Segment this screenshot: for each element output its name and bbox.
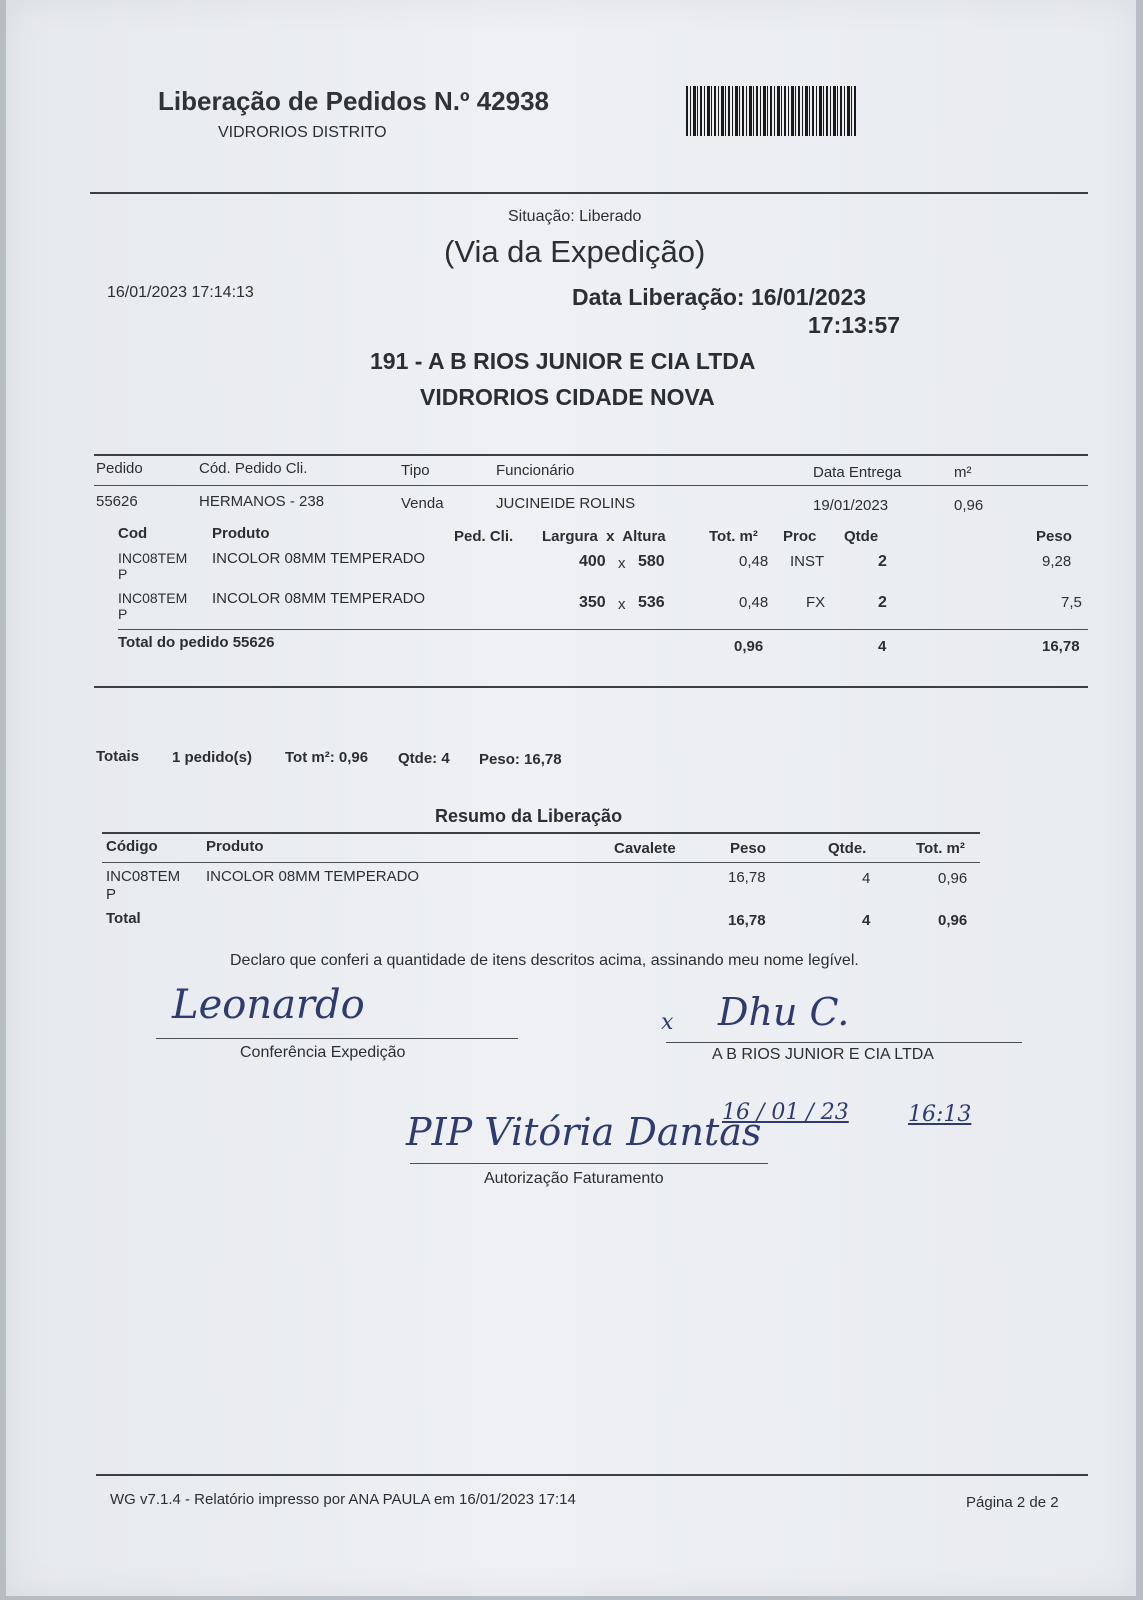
client-mark: x [661, 1010, 674, 1035]
order-cod-cli: HERMANOS - 238 [199, 493, 325, 510]
header-cod-pedido-cli: Cód. Pedido Cli. [199, 460, 308, 477]
barcode [686, 86, 858, 136]
item-cod-cont: P [118, 566, 128, 582]
company-name: VIDRORIOS DISTRITO [218, 124, 387, 141]
order-tipo: Venda [401, 495, 444, 512]
item-x: x [618, 596, 626, 613]
header-pedido: Pedido [96, 460, 143, 477]
summary-total-m2: 0,96 [938, 912, 968, 929]
summary-header-tot-m2: Tot. m² [916, 840, 965, 857]
conferencia-signature: Leonardo [172, 982, 365, 1028]
footer-divider [96, 1474, 1088, 1476]
divider [118, 629, 1088, 630]
summary-header-qtde: Qtde. [828, 840, 867, 857]
divider [102, 832, 980, 834]
summary-tot-m2: 0,96 [938, 870, 968, 887]
item-x: x [618, 555, 626, 572]
handwritten-date: 16 / 01 / 23 [722, 1100, 849, 1125]
summary-qtde: 4 [862, 870, 871, 887]
totals-pedidos: 1 pedido(s) [172, 749, 253, 766]
conferencia-label: Conferência Expedição [240, 1044, 406, 1061]
item-peso: 7,5 [1061, 594, 1082, 611]
header-ped-cli: Ped. Cli. [454, 528, 514, 545]
item-cod: INC08TEM [118, 550, 188, 566]
order-data-entrega: 19/01/2023 [813, 497, 889, 514]
order-total-qtde: 4 [878, 638, 887, 655]
summary-title: Resumo da Liberação [435, 806, 623, 826]
item-largura: 400 [579, 553, 606, 570]
summary-cod: INC08TEM [106, 868, 181, 885]
summary-total-peso: 16,78 [728, 912, 766, 929]
release-time: 17:13:57 [808, 312, 901, 338]
item-largura: 350 [579, 594, 606, 611]
divider [90, 192, 1088, 194]
summary-header-cavalete: Cavalete [614, 840, 676, 857]
printed-timestamp: 16/01/2023 17:14:13 [107, 284, 254, 301]
release-date: Data Liberação: 16/01/2023 [572, 284, 867, 310]
item-cod: INC08TEM [118, 590, 188, 606]
client-name: 191 - A B RIOS JUNIOR E CIA LTDA [370, 348, 756, 374]
summary-peso: 16,78 [728, 869, 766, 886]
divider [94, 485, 1088, 486]
order-funcionario: JUCINEIDE ROLINS [496, 495, 636, 512]
autorizacao-signature: PIP Vitória Dantas [406, 1110, 762, 1154]
summary-produto: INCOLOR 08MM TEMPERADO [206, 868, 420, 885]
header-m2: m² [954, 464, 972, 481]
item-qtde: 2 [878, 594, 887, 611]
header-proc: Proc [783, 528, 817, 545]
order-total-label: Total do pedido 55626 [118, 634, 275, 651]
item-produto: INCOLOR 08MM TEMPERADO [212, 590, 426, 607]
declaration-text: Declaro que conferi a quantidade de itens descritos acima, assinando meu nome legível. [230, 952, 859, 969]
divider [94, 454, 1088, 456]
header-data-entrega: Data Entrega [813, 464, 902, 481]
order-total-m2: 0,96 [734, 638, 764, 655]
item-cod-cont: P [118, 606, 128, 622]
item-proc: INST [790, 553, 825, 570]
summary-total-label: Total [106, 910, 141, 927]
header-tot-m2: Tot. m² [709, 528, 758, 545]
document-page [6, 0, 1136, 1596]
item-tot-m2: 0,48 [739, 594, 769, 611]
item-produto: INCOLOR 08MM TEMPERADO [212, 550, 426, 567]
handwritten-time: 16:13 [908, 1102, 972, 1127]
autorizacao-label: Autorização Faturamento [484, 1170, 664, 1187]
item-qtde: 2 [878, 553, 887, 570]
item-peso: 9,28 [1042, 553, 1072, 570]
header-peso: Peso [1036, 528, 1072, 545]
divider [102, 862, 980, 863]
signature-line [410, 1163, 768, 1164]
summary-total-qtde: 4 [862, 912, 871, 929]
signature-line [666, 1042, 1022, 1043]
divider [94, 686, 1088, 688]
order-total-peso: 16,78 [1042, 638, 1080, 655]
item-altura: 536 [638, 594, 665, 611]
order-m2: 0,96 [954, 497, 984, 514]
order-pedido: 55626 [96, 493, 138, 510]
totals-label: Totais [96, 748, 140, 765]
header-cod: Cod [118, 525, 148, 542]
client-branch: VIDRORIOS CIDADE NOVA [420, 384, 715, 410]
client-signature-label: A B RIOS JUNIOR E CIA LTDA [712, 1046, 934, 1063]
header-tipo: Tipo [401, 462, 430, 479]
summary-header-peso: Peso [730, 840, 766, 857]
header-produto: Produto [212, 525, 270, 542]
signature-line [156, 1038, 518, 1039]
totals-qtde: Qtde: 4 [398, 750, 450, 767]
item-proc: FX [806, 594, 826, 611]
via-title: (Via da Expedição) [444, 234, 706, 269]
situation-label: Situação: Liberado [508, 208, 642, 225]
summary-header-codigo: Código [106, 838, 158, 855]
summary-cod-cont: P [106, 886, 117, 903]
client-signature: Dhu C. [718, 990, 850, 1034]
header-funcionario: Funcionário [496, 462, 575, 479]
totals-peso: Peso: 16,78 [479, 751, 562, 768]
page-number: Página 2 de 2 [966, 1494, 1059, 1511]
summary-header-produto: Produto [206, 838, 264, 855]
footer-print-info: WG v7.1.4 - Relatório impresso por ANA PAULA em 16/01/2023 17:14 [110, 1491, 576, 1508]
item-tot-m2: 0,48 [739, 553, 769, 570]
document-title: Liberação de Pedidos N.º 42938 [158, 86, 549, 116]
header-dimensions: Largura x Altura [542, 528, 666, 545]
header-qtde: Qtde [844, 528, 879, 545]
totals-m2: Tot m²: 0,96 [285, 749, 369, 766]
item-altura: 580 [638, 553, 665, 570]
